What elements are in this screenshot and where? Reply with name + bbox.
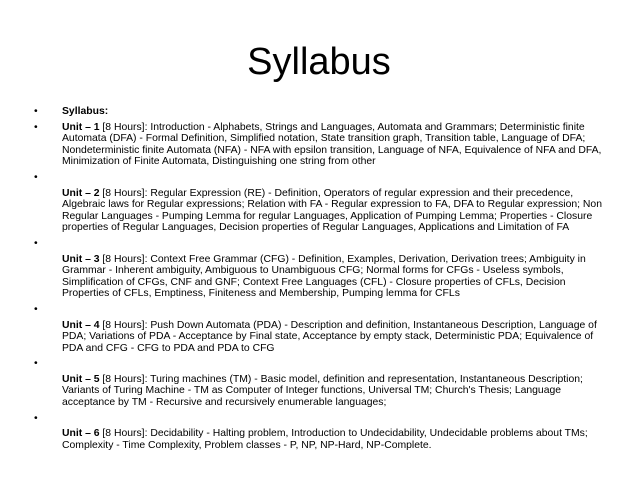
- list-item-body: [62, 320, 612, 355]
- list-item-body: [62, 106, 612, 118]
- bullet-icon: •: [34, 237, 38, 249]
- list-item: [34, 188, 612, 234]
- list-item: [34, 238, 612, 250]
- bullet-icon: •: [34, 171, 38, 183]
- list-item-body: [62, 254, 612, 300]
- list-item-text: [8 Hours]: Turing machines (TM) - Basic model, definition and representation, Instantaneous Description; Variants of Turing Machine - TM as Computer of Integer functions, Universal TM; Church's Thesis; Language acceptance by TM - Recursive and recursively enumerable languages;: [62, 373, 583, 409]
- list-item-text: [8 Hours]: Context Free Grammar (CFG) - Definition, Examples, Derivation, Derivation trees; Ambiguity in Grammar - Inherent ambiguity, Ambiguous to Unambiguous CFG; Normal forms for CFGs - Useless symbols, Simplification of CFGs, CNF and GNF; Context Free Languages (CFL) - Closure properties of CFLs, Decision Properties of CFLs, Emptiness, Finiteness and Membership, Pumping lemma for CFLs: [62, 253, 586, 300]
- bullet-icon: •: [34, 412, 38, 424]
- list-item-body: [62, 122, 612, 168]
- bullet-icon: •: [34, 358, 38, 370]
- slide-title: Syllabus: [247, 41, 391, 83]
- list-item-text: [8 Hours]: Regular Expression (RE) - Definition, Operators of regular expression and their precedence, Algebraic laws for Regular expressions; Relation with FA - Regular expression to FA, DFA to Regular expression; Non Regular Languages - Pumping Lemma for regular Languages, Application of Pumping Lemma; Properties - Closure properties of Regular Languages, Decision properties of Regular Languages, Applications and Limitation of FA: [62, 187, 602, 234]
- list-item: [34, 358, 612, 370]
- list-item: [34, 428, 612, 451]
- list-item-label: Unit – 3: [62, 253, 100, 265]
- list-item-label: Unit – 4: [62, 319, 100, 331]
- list-item: [34, 172, 612, 184]
- list-item-body: [62, 413, 612, 425]
- list-item-body: [62, 374, 612, 409]
- bullet-icon: •: [34, 106, 38, 117]
- list-item-body: [62, 238, 612, 250]
- list-item-label: Unit – 5: [62, 373, 100, 385]
- syllabus-list: [34, 106, 612, 455]
- list-item: [34, 374, 612, 409]
- bullet-icon: •: [34, 121, 38, 133]
- list-item-label: Syllabus:: [62, 106, 109, 117]
- list-item-body: [62, 428, 612, 451]
- list-item-text: [8 Hours]: Decidability - Halting problem, Introduction to Undecidability, Undecidable problems about TMs; Complexity - Time Complexity, Problem classes - P, NP, NP-Hard, NP-Complete.: [62, 428, 588, 451]
- list-item: [34, 254, 612, 300]
- list-item-body: [62, 304, 612, 316]
- list-item: [34, 304, 612, 316]
- bullet-icon: •: [34, 303, 38, 315]
- list-item: [34, 106, 612, 118]
- list-item: [34, 413, 612, 425]
- list-item-text: [8 Hours]: Introduction - Alphabets, Strings and Languages, Automata and Grammars; Deterministic finite Automata (DFA) - Formal Definition, Simplified notation, State transition graph, Transition table, Language of DFA; Nondeterministic finite Automata (NFA) - NFA with epsilon transition, Language of NFA, Equivalence of NFA and DFA, Minimization of Finite Automata, Distinguishing one string from other: [62, 121, 602, 168]
- list-item-label: Unit – 2: [62, 187, 100, 199]
- list-item-body: [62, 358, 612, 370]
- list-item-label: Unit – 6: [62, 428, 100, 440]
- list-item-body: [62, 188, 612, 234]
- list-item: [34, 122, 612, 168]
- list-item-body: [62, 172, 612, 184]
- list-item: [34, 320, 612, 355]
- list-item-text: [8 Hours]: Push Down Automata (PDA) - Description and definition, Instantaneous Description, Language of PDA; Variations of PDA - Acceptance by Final state, Acceptance by empty stack, Deterministic PDA; Equivalence of PDA and CFG - CFG to PDA and PDA to CFG: [62, 319, 597, 354]
- list-item-label: Unit – 1: [62, 121, 100, 133]
